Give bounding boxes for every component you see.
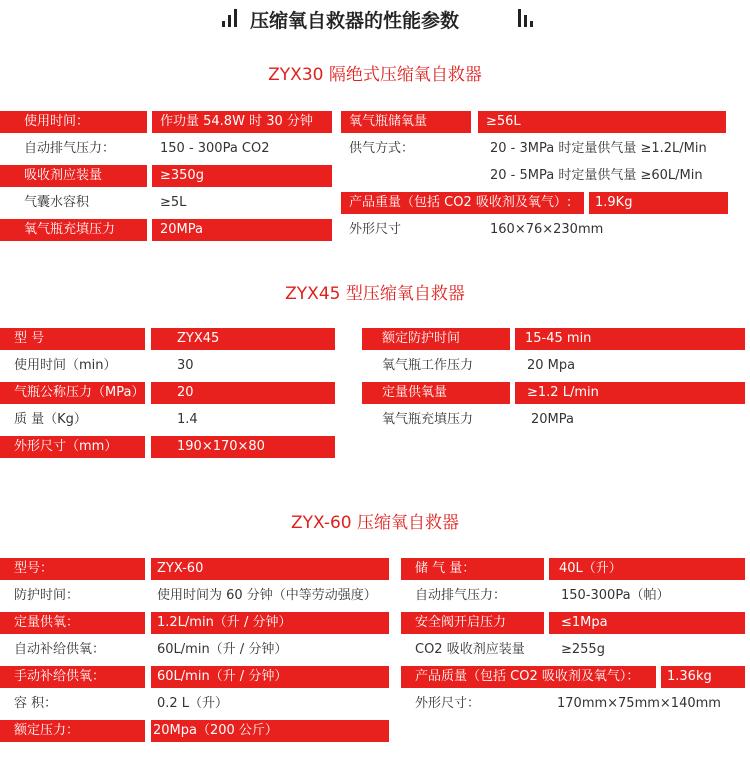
spec-label: 外形尺寸	[349, 222, 402, 237]
spec-label: 氧气瓶储氧量	[341, 111, 471, 133]
spec-label: 氧气瓶工作压力	[382, 358, 474, 373]
spec-label: 外形尺寸（mm）	[0, 436, 145, 458]
spec-value: ≥255g	[561, 642, 605, 657]
spec-value: 20Mpa（200 公斤）	[151, 720, 389, 742]
spec-value: 1.36kg	[661, 666, 745, 688]
page-header	[0, 0, 750, 40]
spec-label: 容 积：	[14, 696, 58, 711]
spec-value: 20 - 5MPa 时定量供气量 ≥60L/Min	[490, 168, 703, 183]
spec-value: 20 - 3MPa 时定量供气量 ≥1.2L/Min	[490, 141, 707, 156]
spec-label: CO2 吸收剂应装量	[415, 642, 525, 657]
header-bars-icon-left	[222, 9, 237, 27]
spec-label: 自动排气压力：	[24, 141, 116, 156]
spec-label: 安全阀开启压力	[401, 612, 544, 634]
spec-label: 手动补给供氧：	[0, 666, 145, 688]
spec-label: 氧气瓶充填压力	[382, 412, 474, 427]
spec-label: 定量供氧：	[0, 612, 145, 634]
spec-label: 使用时间：	[0, 111, 147, 133]
spec-value: 40L（升）	[549, 558, 745, 580]
spec-value: ≥350g	[152, 165, 332, 187]
spec-label: 型 号	[0, 328, 145, 350]
spec-label: 氧气瓶充填压力	[0, 219, 147, 241]
spec-label: 型号：	[0, 558, 145, 580]
spec-value: 160×76×230mm	[490, 222, 604, 237]
spec-value: 1.2L/min（升 / 分钟）	[151, 612, 389, 634]
spec-label: 气瓶公称压力（MPa）	[0, 382, 145, 404]
spec-value: 20 Mpa	[527, 358, 576, 373]
spec-label: 自动排气压力：	[415, 588, 507, 603]
spec-value: ZYX45	[151, 328, 335, 350]
spec-value: ≥1.2 L/min	[515, 382, 745, 404]
section-title-zyx60: ZYX-60 压缩氧自救器	[291, 513, 459, 533]
spec-value: 0.2 L（升）	[157, 696, 229, 711]
page-title: 压缩氧自救器的性能参数	[250, 10, 460, 32]
spec-label: 防护时间：	[14, 588, 80, 603]
spec-value: 15-45 min	[515, 328, 745, 350]
spec-value: 170mm×75mm×140mm	[557, 696, 721, 711]
section-title-zyx45: ZYX45 型压缩氧自救器	[285, 284, 465, 304]
spec-label: 自动补给供氧：	[14, 642, 106, 657]
spec-value: 60L/min（升 / 分钟）	[157, 642, 288, 657]
spec-value: 190×170×80	[151, 436, 335, 458]
spec-value: ≤1Mpa	[549, 612, 745, 634]
spec-value: 1.4	[177, 412, 198, 427]
spec-label: 额定防护时间	[362, 328, 510, 350]
spec-value: 150 - 300Pa CO2	[160, 141, 270, 156]
spec-value: 20	[151, 382, 335, 404]
spec-value: 20MPa	[152, 219, 332, 241]
section-title-zyx30: ZYX30 隔绝式压缩氧自救器	[268, 65, 482, 85]
spec-value: 作功量 54.8W 时 30 分钟	[152, 111, 332, 133]
spec-value: 30	[177, 358, 194, 373]
header-bars-icon-right	[518, 9, 533, 27]
spec-label: 产品重量（包括 CO2 吸收剂及氧气）:	[341, 192, 584, 214]
spec-label: 供气方式：	[349, 141, 415, 156]
spec-label: 质 量（Kg）	[14, 412, 87, 427]
spec-label: 外形尺寸：	[415, 696, 481, 711]
spec-label: 使用时间（min）	[14, 358, 117, 373]
spec-label: 产品质量（包括 CO2 吸收剂及氧气）：	[401, 666, 656, 688]
spec-value: 60L/min（升 / 分钟）	[151, 666, 389, 688]
spec-value: ZYX-60	[151, 558, 389, 580]
spec-value: 150-300Pa（帕）	[561, 588, 670, 603]
spec-value: ≥56L	[478, 111, 726, 133]
spec-label: 额定压力：	[0, 720, 145, 742]
spec-value: 20MPa	[531, 412, 574, 427]
spec-label: 吸收剂应装量	[0, 165, 147, 187]
spec-value: 1.9Kg	[589, 192, 728, 214]
spec-value: ≥5L	[160, 195, 187, 210]
spec-label: 定量供氧量	[362, 382, 510, 404]
spec-label: 气囊水容积	[24, 195, 90, 210]
spec-value: 使用时间为 60 分钟（中等劳动强度）	[157, 588, 377, 603]
spec-label: 储 气 量：	[401, 558, 544, 580]
